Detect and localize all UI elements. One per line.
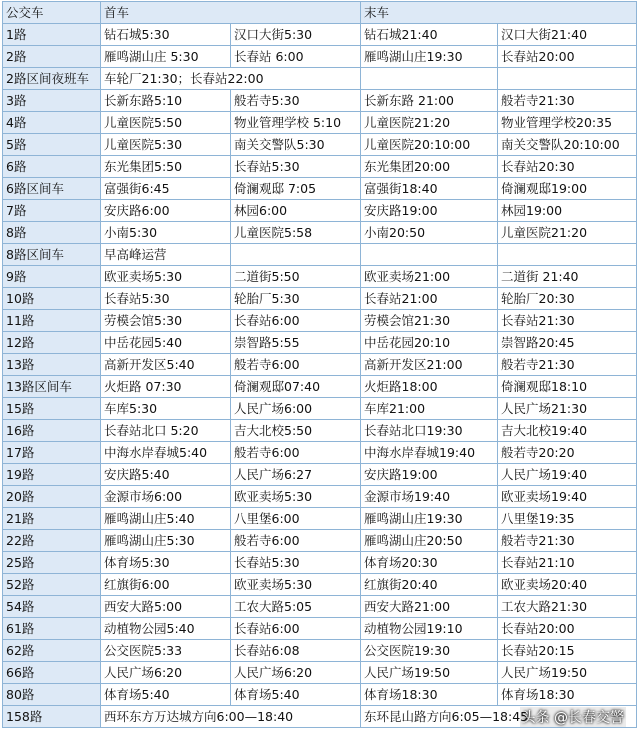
last-bus-cell: 雁鸣湖山庄19:30 — [361, 46, 498, 68]
first-bus-cell: 物业管理学校 5:10 — [231, 112, 361, 134]
first-bus-cell: 般若寺6:00 — [231, 442, 361, 464]
first-bus-cell: 西安大路5:00 — [101, 596, 231, 618]
table-row — [3, 112, 637, 134]
first-bus-cell: 长春站5:30 — [101, 288, 231, 310]
first-bus-cell: 轮胎厂5:30 — [231, 288, 361, 310]
first-bus-cell: 般若寺6:00 — [231, 354, 361, 376]
route-cell: 10路 — [3, 288, 101, 310]
last-bus-cell: 人民广场19:50 — [498, 662, 637, 684]
last-bus-cell: 劳模会馆21:30 — [361, 310, 498, 332]
first-bus-cell: 安庆路5:40 — [101, 464, 231, 486]
last-bus-cell: 轮胎厂20:30 — [498, 288, 637, 310]
last-bus-cell: 般若寺21:30 — [498, 530, 637, 552]
first-bus-cell: 倚澜观邸 7:05 — [231, 178, 361, 200]
first-bus-cell: 红旗街6:00 — [101, 574, 231, 596]
last-bus-cell: 二道街 21:40 — [498, 266, 637, 288]
table-body — [3, 24, 637, 728]
table-row — [3, 662, 637, 684]
first-bus-cell: 长新东路5:10 — [101, 90, 231, 112]
first-bus-cell: 劳模会馆5:30 — [101, 310, 231, 332]
table-row — [3, 288, 637, 310]
last-bus-cell: 小南20:50 — [361, 222, 498, 244]
route-cell: 1路 — [3, 24, 101, 46]
last-bus-cell: 倚澜观邸19:00 — [498, 178, 637, 200]
last-bus-cell: 车库21:00 — [361, 398, 498, 420]
last-bus-cell: 长春站21:10 — [498, 552, 637, 574]
first-bus-cell: 人民广场6:00 — [231, 398, 361, 420]
first-bus-cell: 雁鸣湖山庄 5:30 — [101, 46, 231, 68]
empty-cell — [498, 68, 637, 90]
first-bus-cell: 欧亚卖场5:30 — [231, 486, 361, 508]
first-bus-cell: 吉大北校5:50 — [231, 420, 361, 442]
first-bus-cell: 般若寺5:30 — [231, 90, 361, 112]
table-row — [3, 332, 637, 354]
first-bus-cell: 倚澜观邸07:40 — [231, 376, 361, 398]
last-bus-cell — [498, 244, 637, 266]
table-row — [3, 46, 637, 68]
last-bus-cell: 南关交警队20:10:00 — [498, 134, 637, 156]
watermark: 头条 @长春交警 — [520, 707, 626, 727]
last-bus-cell: 汉口大街21:40 — [498, 24, 637, 46]
route-cell: 20路 — [3, 486, 101, 508]
header-last-bus: 末车 — [361, 2, 637, 24]
last-bus-cell: 林园19:00 — [498, 200, 637, 222]
header-first-bus: 首车 — [101, 2, 361, 24]
last-bus-cell: 富强街18:40 — [361, 178, 498, 200]
last-bus-cell: 高新开发区21:00 — [361, 354, 498, 376]
route-cell: 21路 — [3, 508, 101, 530]
schedule-cell: 车轮厂21:30；长春站22:00 — [101, 68, 361, 90]
first-bus-cell: 儿童医院5:30 — [101, 134, 231, 156]
first-bus-cell: 火炬路 07:30 — [101, 376, 231, 398]
route-cell: 7路 — [3, 200, 101, 222]
first-bus-cell: 长春站 6:00 — [231, 46, 361, 68]
route-cell: 16路 — [3, 420, 101, 442]
route-cell: 66路 — [3, 662, 101, 684]
last-bus-cell — [361, 244, 498, 266]
route-cell: 54路 — [3, 596, 101, 618]
last-bus-cell: 动植物公园19:10 — [361, 618, 498, 640]
first-bus-cell: 南关交警队5:30 — [231, 134, 361, 156]
first-bus-cell: 公交医院5:33 — [101, 640, 231, 662]
route-cell: 2路 — [3, 46, 101, 68]
first-bus-cell: 工农大路5:05 — [231, 596, 361, 618]
schedule-cell: 西环东方万达城方向6:00—18:40 — [101, 706, 361, 728]
last-bus-cell: 人民广场21:30 — [498, 398, 637, 420]
last-bus-cell: 金源市场19:40 — [361, 486, 498, 508]
route-cell: 25路 — [3, 552, 101, 574]
table-row — [3, 596, 637, 618]
first-bus-cell: 富强街6:45 — [101, 178, 231, 200]
last-bus-cell: 东光集团20:00 — [361, 156, 498, 178]
route-cell: 2路区间夜班车 — [3, 68, 101, 90]
first-bus-cell: 般若寺6:00 — [231, 530, 361, 552]
table-row — [3, 420, 637, 442]
header-route: 公交车 — [3, 2, 101, 24]
route-cell: 8路区间车 — [3, 244, 101, 266]
route-cell: 3路 — [3, 90, 101, 112]
table-row — [3, 552, 637, 574]
last-bus-cell: 物业管理学校20:35 — [498, 112, 637, 134]
last-bus-cell: 中岳花园20:10 — [361, 332, 498, 354]
first-bus-cell: 钻石城5:30 — [101, 24, 231, 46]
table-row — [3, 618, 637, 640]
last-bus-cell: 儿童医院21:20 — [361, 112, 498, 134]
last-bus-cell: 体育场20:30 — [361, 552, 498, 574]
last-bus-cell: 倚澜观邸18:10 — [498, 376, 637, 398]
first-bus-cell: 长春站6:08 — [231, 640, 361, 662]
first-bus-cell: 金源市场6:00 — [101, 486, 231, 508]
route-cell: 15路 — [3, 398, 101, 420]
route-cell: 80路 — [3, 684, 101, 706]
bus-schedule-table — [2, 1, 637, 728]
table-row — [3, 266, 637, 288]
table-row — [3, 90, 637, 112]
route-cell: 5路 — [3, 134, 101, 156]
last-bus-cell: 安庆路19:00 — [361, 200, 498, 222]
table-row — [3, 354, 637, 376]
last-bus-cell: 西安大路21:00 — [361, 596, 498, 618]
table-row — [3, 376, 637, 398]
table-row — [3, 574, 637, 596]
first-bus-cell: 体育场5:40 — [101, 684, 231, 706]
table-row — [3, 134, 637, 156]
table-row — [3, 508, 637, 530]
first-bus-cell: 雁鸣湖山庄5:40 — [101, 508, 231, 530]
route-cell: 62路 — [3, 640, 101, 662]
first-bus-cell: 人民广场6:20 — [101, 662, 231, 684]
route-cell: 17路 — [3, 442, 101, 464]
last-bus-cell: 长春站北口19:30 — [361, 420, 498, 442]
table-row — [3, 486, 637, 508]
first-bus-cell: 中岳花园5:40 — [101, 332, 231, 354]
last-bus-cell: 体育场18:30 — [361, 684, 498, 706]
first-bus-cell: 汉口大街5:30 — [231, 24, 361, 46]
last-bus-cell: 崇智路20:45 — [498, 332, 637, 354]
last-bus-cell: 雁鸣湖山庄20:50 — [361, 530, 498, 552]
table-row — [3, 156, 637, 178]
last-bus-cell: 吉大北校19:40 — [498, 420, 637, 442]
table-row — [3, 222, 637, 244]
route-cell: 6路区间车 — [3, 178, 101, 200]
table-row — [3, 200, 637, 222]
last-bus-cell: 体育场18:30 — [498, 684, 637, 706]
last-bus-cell: 儿童医院20:10:00 — [361, 134, 498, 156]
first-bus-cell: 二道街5:50 — [231, 266, 361, 288]
last-bus-cell: 长春站20:00 — [498, 46, 637, 68]
last-bus-cell: 公交医院19:30 — [361, 640, 498, 662]
last-bus-cell: 长春站20:15 — [498, 640, 637, 662]
first-bus-cell: 人民广场6:27 — [231, 464, 361, 486]
last-bus-cell: 人民广场19:40 — [498, 464, 637, 486]
last-bus-cell: 欧亚卖场19:40 — [498, 486, 637, 508]
first-bus-cell: 长春站5:30 — [231, 552, 361, 574]
route-cell: 22路 — [3, 530, 101, 552]
table-row — [3, 684, 637, 706]
first-bus-cell: 欧亚卖场5:30 — [231, 574, 361, 596]
table-row — [3, 464, 637, 486]
route-cell: 12路 — [3, 332, 101, 354]
first-bus-cell: 高新开发区5:40 — [101, 354, 231, 376]
first-bus-cell: 八里堡6:00 — [231, 508, 361, 530]
first-bus-cell: 中海水岸春城5:40 — [101, 442, 231, 464]
last-bus-cell: 工农大路21:30 — [498, 596, 637, 618]
last-bus-cell: 欧亚卖场21:00 — [361, 266, 498, 288]
route-cell: 8路 — [3, 222, 101, 244]
last-bus-cell: 中海水岸春城19:40 — [361, 442, 498, 464]
table-header-row — [3, 2, 637, 24]
route-cell: 11路 — [3, 310, 101, 332]
last-bus-cell: 雁鸣湖山庄19:30 — [361, 508, 498, 530]
last-bus-cell: 红旗街20:40 — [361, 574, 498, 596]
route-cell: 61路 — [3, 618, 101, 640]
last-bus-cell: 长新东路 21:00 — [361, 90, 498, 112]
first-bus-cell: 崇智路5:55 — [231, 332, 361, 354]
first-bus-cell: 欧亚卖场5:30 — [101, 266, 231, 288]
first-bus-cell: 儿童医院5:58 — [231, 222, 361, 244]
last-bus-cell: 般若寺21:30 — [498, 354, 637, 376]
last-bus-cell: 欧亚卖场20:40 — [498, 574, 637, 596]
table-row — [3, 530, 637, 552]
schedule-cell: 东环昆山路方向6:05—18:45 — [361, 706, 637, 728]
first-bus-cell: 动植物公园5:40 — [101, 618, 231, 640]
first-bus-cell: 体育场5:40 — [231, 684, 361, 706]
last-bus-cell: 长春站20:00 — [498, 618, 637, 640]
first-bus-cell — [231, 244, 361, 266]
first-bus-cell: 安庆路6:00 — [101, 200, 231, 222]
route-cell: 19路 — [3, 464, 101, 486]
table-row — [3, 310, 637, 332]
last-bus-cell: 般若寺20:20 — [498, 442, 637, 464]
last-bus-cell: 安庆路19:00 — [361, 464, 498, 486]
last-bus-cell: 长春站21:30 — [498, 310, 637, 332]
last-bus-cell: 钻石城21:40 — [361, 24, 498, 46]
first-bus-cell: 林园6:00 — [231, 200, 361, 222]
first-bus-cell: 儿童医院5:50 — [101, 112, 231, 134]
first-bus-cell: 长春站北口 5:20 — [101, 420, 231, 442]
last-bus-cell: 长春站20:30 — [498, 156, 637, 178]
first-bus-cell: 体育场5:30 — [101, 552, 231, 574]
table-row — [3, 398, 637, 420]
route-cell: 6路 — [3, 156, 101, 178]
route-cell: 52路 — [3, 574, 101, 596]
empty-cell — [361, 68, 498, 90]
first-bus-cell: 长春站6:00 — [231, 310, 361, 332]
first-bus-cell: 东光集团5:50 — [101, 156, 231, 178]
table-row — [3, 244, 637, 266]
first-bus-cell: 小南5:30 — [101, 222, 231, 244]
first-bus-cell: 长春站6:00 — [231, 618, 361, 640]
last-bus-cell: 火炬路18:00 — [361, 376, 498, 398]
table-row — [3, 178, 637, 200]
table-row — [3, 442, 637, 464]
first-bus-cell: 车库5:30 — [101, 398, 231, 420]
table-row — [3, 640, 637, 662]
first-bus-cell: 早高峰运营 — [101, 244, 231, 266]
route-cell: 4路 — [3, 112, 101, 134]
route-cell: 9路 — [3, 266, 101, 288]
last-bus-cell: 般若寺21:30 — [498, 90, 637, 112]
route-cell: 13路 — [3, 354, 101, 376]
last-bus-cell: 儿童医院21:20 — [498, 222, 637, 244]
first-bus-cell: 长春站5:30 — [231, 156, 361, 178]
first-bus-cell: 雁鸣湖山庄5:30 — [101, 530, 231, 552]
table-row — [3, 68, 637, 90]
last-bus-cell: 八里堡19:35 — [498, 508, 637, 530]
first-bus-cell: 人民广场6:20 — [231, 662, 361, 684]
table-row — [3, 24, 637, 46]
route-cell: 13路区间车 — [3, 376, 101, 398]
last-bus-cell: 人民广场19:50 — [361, 662, 498, 684]
route-cell: 158路 — [3, 706, 101, 728]
last-bus-cell: 长春站21:00 — [361, 288, 498, 310]
